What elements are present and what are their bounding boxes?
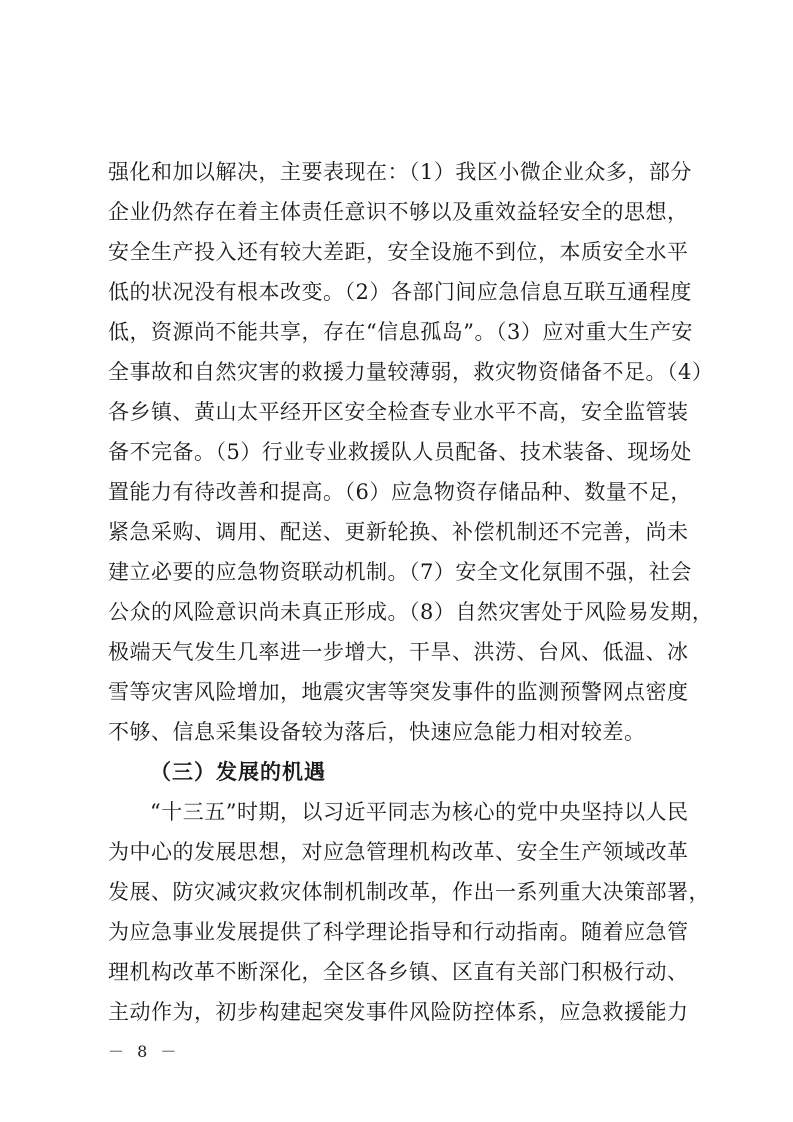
- paragraph-line: 低，资源尚不能共享，存在“信息孤岛”。（3）应对重大生产安: [108, 320, 693, 344]
- paragraph-line: 主动作为，初步构建起突发事件风险防控体系，应急救援能力: [108, 1000, 689, 1024]
- paragraph-line: “十三五”时期，以习近平同志为核心的党中央坚持以人民: [150, 800, 689, 824]
- paragraph-line: 企业仍然存在着主体责任意识不够以及重效益轻安全的思想，: [108, 200, 689, 224]
- paragraph-line: 极端天气发生几率进一步增大，干旱、洪涝、台风、低温、冰: [108, 640, 689, 664]
- paragraph-line: 公众的风险意识尚未真正形成。（8）自然灾害处于风险易发期，: [108, 600, 714, 624]
- paragraph-line: 全事故和自然灾害的救援力量较薄弱，救灾物资储备不足。（4）: [108, 360, 714, 384]
- paragraph-line: 雪等灾害风险增加，地震灾害等突发事件的监测预警网点密度: [108, 680, 689, 704]
- paragraph-line: 各乡镇、黄山太平经开区安全检查专业水平不高，安全监管装: [108, 400, 689, 424]
- paragraph-line: 低的状况没有根本改变。（2）各部门间应急信息互联互通程度: [108, 280, 692, 304]
- page-number: － 8 －: [108, 1042, 181, 1061]
- paragraph-line: 不够、信息采集设备较为落后，快速应急能力相对较差。: [108, 720, 646, 744]
- paragraph-line: 紧急采购、调用、配送、更新轮换、补偿机制还不完善，尚未: [108, 520, 689, 544]
- paragraph-line: 理机构改革不断深化，全区各乡镇、区直有关部门积极行动、: [108, 960, 689, 984]
- paragraph-line: 置能力有待改善和提高。（6）应急物资存储品种、数量不足，: [108, 480, 692, 504]
- paragraph-line: 备不完备。（5）行业专业救援队人员配备、技术装备、现场处: [108, 440, 692, 464]
- paragraph-line: 为应急事业发展提供了科学理论指导和行动指南。随着应急管: [108, 920, 689, 944]
- paragraph-line: 为中心的发展思想，对应急管理机构改革、安全生产领域改革: [108, 840, 689, 864]
- paragraph-line: 安全生产投入还有较大差距，安全设施不到位，本质安全水平: [108, 240, 689, 264]
- paragraph-line: 建立必要的应急物资联动机制。（7）安全文化氛围不强，社会: [108, 560, 692, 584]
- section-heading: （三）发展的机遇: [150, 760, 326, 784]
- paragraph-line: 强化和加以解决，主要表现在：（1）我区小微企业众多，部分: [108, 160, 692, 184]
- paragraph-line: 发展、防灾减灾救灾体制机制改革，作出一系列重大决策部署，: [108, 880, 710, 904]
